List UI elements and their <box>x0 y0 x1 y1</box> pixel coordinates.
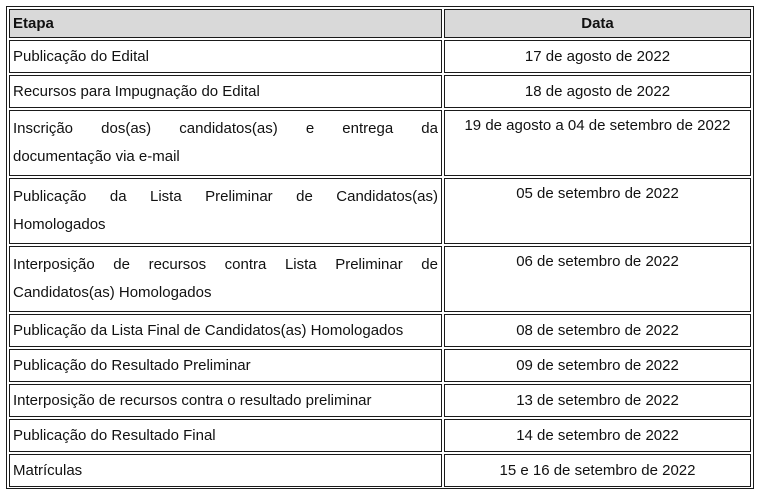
table-row <box>9 419 751 452</box>
etapa-line: Candidatos(as) Homologados <box>13 284 212 301</box>
schedule-table <box>7 7 753 489</box>
etapa-cell <box>9 110 442 176</box>
data-cell: 06 de setembro de 2022 <box>444 246 751 312</box>
schedule-table-frame <box>6 6 754 489</box>
data-cell: 17 de agosto de 2022 <box>444 40 751 73</box>
data-cell: 14 de setembro de 2022 <box>444 419 751 452</box>
table-row <box>9 349 751 382</box>
data-cell: 09 de setembro de 2022 <box>444 349 751 382</box>
table-header-row <box>9 9 751 38</box>
table-row <box>9 314 751 347</box>
table-row <box>9 246 751 312</box>
table-row <box>9 40 751 73</box>
header-etapa: Etapa <box>9 9 442 38</box>
etapa-cell: Matrículas <box>9 454 442 487</box>
data-cell: 19 de agosto a 04 de setembro de 2022 <box>444 110 751 176</box>
etapa-cell: Recursos para Impugnação do Edital <box>9 75 442 108</box>
etapa-cell <box>9 178 442 244</box>
table-row <box>9 75 751 108</box>
etapa-line: Homologados <box>13 216 106 233</box>
data-cell: 08 de setembro de 2022 <box>444 314 751 347</box>
header-data: Data <box>444 9 751 38</box>
table-row <box>9 454 751 487</box>
table-row <box>9 384 751 417</box>
etapa-cell: Publicação da Lista Final de Candidatos(as) Homologados <box>9 314 442 347</box>
data-cell: 05 de setembro de 2022 <box>444 178 751 244</box>
data-cell: 13 de setembro de 2022 <box>444 384 751 417</box>
etapa-cell: Publicação do Resultado Preliminar <box>9 349 442 382</box>
data-cell: 15 e 16 de setembro de 2022 <box>444 454 751 487</box>
etapa-cell: Publicação do Resultado Final <box>9 419 442 452</box>
table-row <box>9 110 751 176</box>
etapa-line: Interposição de recursos contra Lista Preliminar de <box>13 256 438 273</box>
data-cell: 18 de agosto de 2022 <box>444 75 751 108</box>
etapa-cell: Publicação do Edital <box>9 40 442 73</box>
etapa-line: Publicação da Lista Preliminar de Candidatos(as) <box>13 188 438 205</box>
etapa-cell <box>9 246 442 312</box>
table-row <box>9 178 751 244</box>
etapa-line: Inscrição dos(as) candidatos(as) e entrega da <box>13 120 438 137</box>
etapa-cell: Interposição de recursos contra o resultado preliminar <box>9 384 442 417</box>
etapa-line: documentação via e-mail <box>13 148 180 165</box>
